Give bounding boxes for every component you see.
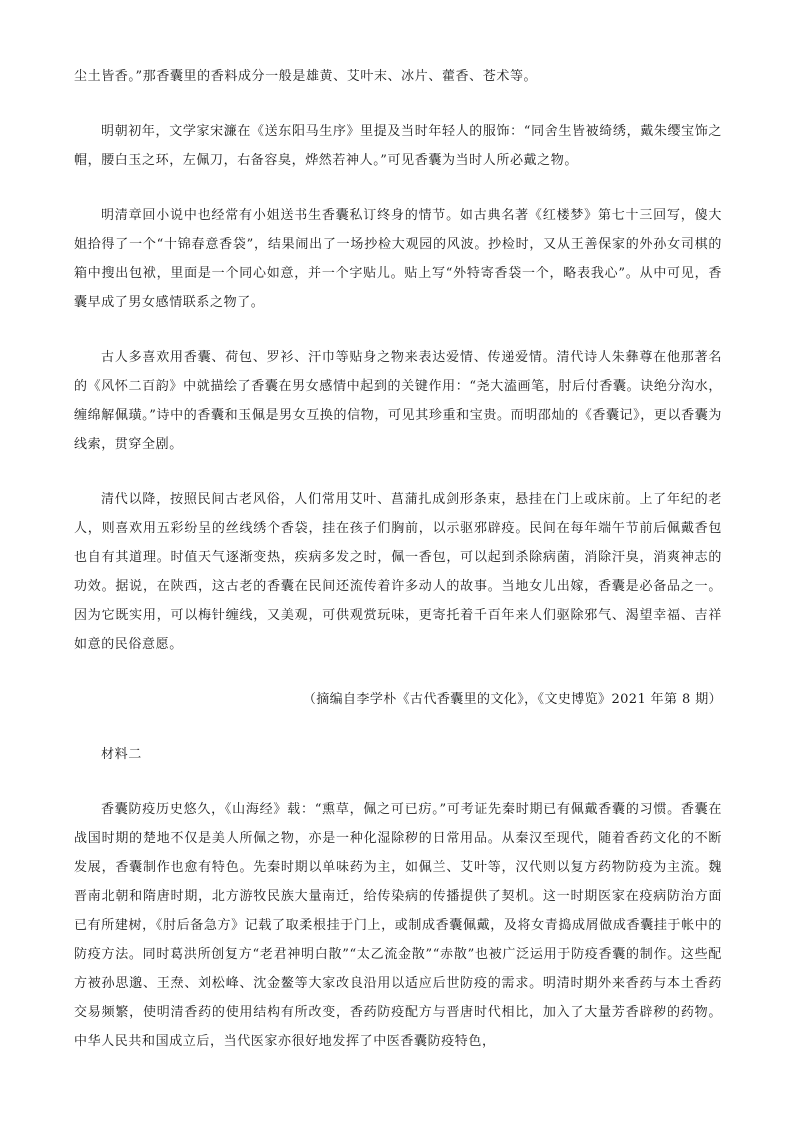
document-page <box>74 62 722 1056</box>
source-citation: （摘编自李学朴《古代香囊里的文化》，《文史博览》2021 年第 8 期） <box>302 692 722 707</box>
section-heading: 材料二 <box>101 747 142 762</box>
paragraph-2: 明朝初年，文学家宋濂在《送东阳马生序》里提及当时年轻人的服饰：“同舍生皆被绮绣，戴朱缨宝饰之帽，腰白玉之环，左佩刀，右备容臭，烨然若神人。”可见香囊为当时人所必戴之物。 <box>74 124 722 168</box>
paragraph-5: 清代以降，按照民间古老风俗，人们常用艾叶、菖蒲扎成剑形条束，悬挂在门上或床前。上了年纪的老人，则喜欢用五彩纷呈的丝线绣个香袋，挂在孩子们胸前，以示驱邪辟疫。民间在每年端午节前后佩戴香包也自有其道理。时值天气逐渐变热，疾病多发之时，佩一香包，可以起到杀除病菌，消除汗臭，消爽神志的功效。据说，在陕西，这古老的香囊在民间还流传着许多动人的故事。当地女儿出嫁，香囊是必备品之一。因为它既实用，可以梅针缠线，又美观，可供观赏玩味，更寄托着千百年来人们驱除邪气、渴望幸福、吉祥如意的民俗意愿。 <box>74 492 722 652</box>
paragraph-1: 尘土皆香。”那香囊里的香料成分一般是雄黄、艾叶末、冰片、藿香、苍术等。 <box>74 69 538 84</box>
paragraph-4: 古人多喜欢用香囊、荷包、罗衫、汗巾等贴身之物来表达爱情、传递爱情。清代诗人朱彝尊在他那著名的《风怀二百韵》中就描绘了香囊在男女感情中起到的关键作用：“尧大溘画笔，肘后付香囊。诀绝分沟水，缠绵解佩璜。”诗中的香囊和玉佩是男女互换的信物，可见其珍重和宝贵。而明邵灿的《香囊记》，更以香囊为线索，贯穿全剧。 <box>74 350 722 452</box>
section-paragraph: 香囊防疫历史悠久，《山海经》载：“熏草，佩之可已疠。”可考证先秦时期已有佩戴香囊的习惯。香囊在战国时期的楚地不仅是美人所佩之物，亦是一种化湿除秽的日常用品。从秦汉至现代，随着香药文化的不断发展，香囊制作也愈有特色。先秦时期以单味药为主，如佩兰、艾叶等，汉代则以复方药物防疫为主流。魏晋南北朝和隋唐时期，北方游牧民族大量南迁，给传染病的传播提供了契机。这一时期医家在疫病防治方面已有所建树，《肘后备急方》记载了取柔根挂于门上，或制成香囊佩戴，及将女青捣成屑做成香囊挂于帐中的防疫方法。同时葛洪所创复方“老君神明白散”“太乙流金散”“赤散”也被广泛运用于防疫香囊的制作。这些配方被孙思邈、王焘、刘松峰、沈金鳌等大家改良沿用以适应后世防疫的需求。明清时期外来香药与本土香药交易频繁，使明清香药的使用结构有所改变，香药防疫配方与晋唐时代相比，加入了大量芳香辟秽的药物。中华人民共和国成立后，当代医家亦很好地发挥了中医香囊防疫特色， <box>74 802 722 1049</box>
paragraph-3: 明清章回小说中也经常有小姐送书生香囊私订终身的情节。如古典名著《红楼梦》第七十三回写，傻大姐拾得了一个“十锦春意香袋”，结果闹出了一场抄检大观园的风波。抄检时，又从王善保家的外孙女司棋的箱中搜出包袱，里面是一个同心如意，并一个字贴儿。贴上写“外特寄香袋一个，略表我心”。从中可见，香囊早成了男女感情联系之物了。 <box>74 208 722 310</box>
